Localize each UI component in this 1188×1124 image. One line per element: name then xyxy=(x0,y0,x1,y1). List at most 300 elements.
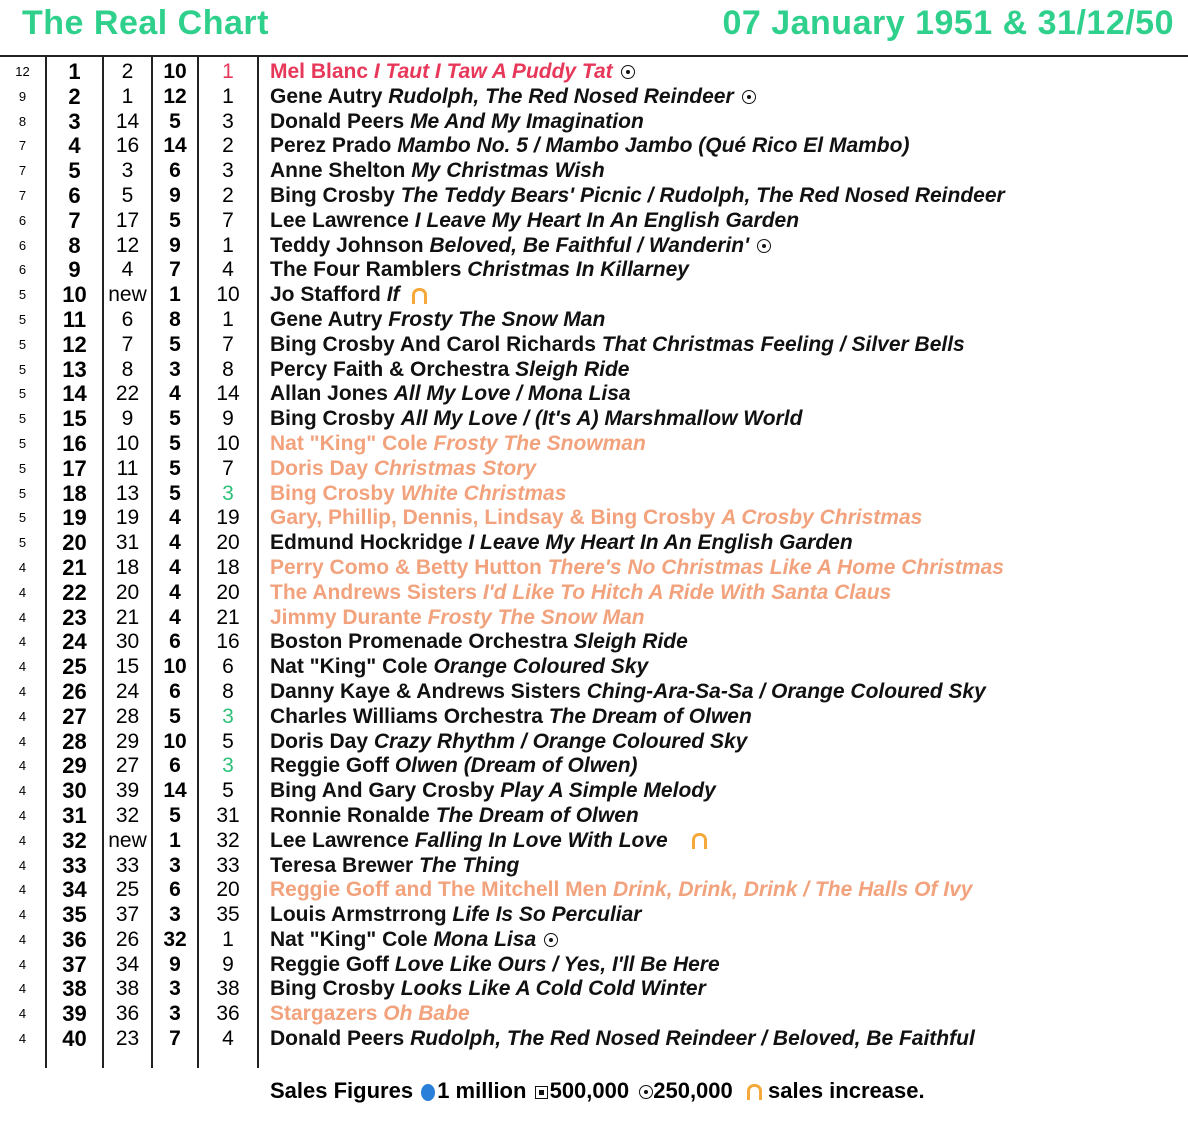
weeks: 6 xyxy=(169,754,181,778)
position: 39 xyxy=(62,1001,87,1027)
position: 6 xyxy=(68,182,81,208)
peak: 36 xyxy=(216,1002,240,1026)
song-title: All My Love / Mona Lisa xyxy=(393,382,631,406)
weeks: 9 xyxy=(169,952,181,976)
weeks: 4 xyxy=(169,605,181,629)
artist: Doris Day xyxy=(270,456,369,480)
artist: Bing Crosby xyxy=(270,407,395,431)
peak: 3 xyxy=(222,481,234,505)
song-entry xyxy=(270,184,1005,209)
last-week: 14 xyxy=(115,109,140,133)
last-week: 24 xyxy=(115,679,140,703)
artist: Bing Crosby And Carol Richards xyxy=(270,332,596,356)
position: 11 xyxy=(62,306,87,332)
weeks: 4 xyxy=(169,555,181,579)
weeks: 3 xyxy=(169,977,181,1001)
weeks: 3 xyxy=(169,903,181,927)
table-row xyxy=(0,159,1188,184)
weeks: 5 xyxy=(169,431,181,455)
table-row xyxy=(0,655,1188,680)
weeks: 1 xyxy=(169,283,181,307)
weeks-on-chart: 4 xyxy=(18,882,27,898)
last-week: 15 xyxy=(115,655,140,679)
table-row xyxy=(0,1027,1188,1052)
table-row xyxy=(0,457,1188,482)
position: 10 xyxy=(62,282,87,308)
peak: 4 xyxy=(222,1027,234,1051)
artist: The Andrews Sisters xyxy=(270,580,477,604)
artist: Danny Kaye & Andrews Sisters xyxy=(270,679,581,703)
table-row xyxy=(0,333,1188,358)
chart-date: 07 January 1951 & 31/12/50 xyxy=(722,4,1174,42)
peak: 1 xyxy=(222,60,234,83)
peak: 7 xyxy=(222,208,234,232)
song-entry xyxy=(270,630,688,655)
table-row xyxy=(0,680,1188,705)
weeks-on-chart: 5 xyxy=(18,411,27,427)
song-entry xyxy=(270,680,986,705)
table-row xyxy=(0,854,1188,879)
song-title: Christmas Story xyxy=(373,456,537,480)
weeks: 4 xyxy=(169,531,181,555)
song-title: My Christmas Wish xyxy=(411,159,605,183)
last-week: 21 xyxy=(115,605,140,629)
last-week: 17 xyxy=(115,208,140,232)
circle-dot-icon xyxy=(742,90,756,104)
weeks-on-chart: 5 xyxy=(18,510,27,526)
table-row xyxy=(0,977,1188,1002)
artist: Gene Autry xyxy=(270,307,383,331)
song-title: A Crosby Christmas xyxy=(721,506,923,530)
song-title: Rudolph, The Red Nosed Reindeer / Beloved, Be Faithful xyxy=(410,1027,975,1051)
table-row xyxy=(0,705,1188,730)
weeks-on-chart: 4 xyxy=(18,584,27,600)
song-entry xyxy=(270,581,891,606)
song-entry xyxy=(270,85,756,110)
last-week: 7 xyxy=(121,332,134,356)
chart-title: The Real Chart xyxy=(22,4,269,42)
position: 32 xyxy=(62,827,87,853)
song-title: The Teddy Bears' Picnic / Rudolph, The Red Nosed Reindeer xyxy=(400,183,1005,207)
weeks: 6 xyxy=(169,159,181,183)
song-title: Life Is So Perculiar xyxy=(452,903,642,927)
million-icon xyxy=(421,1084,435,1101)
weeks-on-chart: 4 xyxy=(18,931,27,947)
weeks-on-chart: 7 xyxy=(18,187,27,203)
song-title: Frosty The Snowman xyxy=(433,431,646,455)
last-week: new xyxy=(108,828,147,852)
peak: 2 xyxy=(222,134,234,158)
song-title: Frosty The Snow Man xyxy=(388,307,606,331)
weeks: 3 xyxy=(169,853,181,877)
peak: 33 xyxy=(216,853,240,877)
artist: Perry Como & Betty Hutton xyxy=(270,555,542,579)
peak: 8 xyxy=(222,679,234,703)
weeks-on-chart: 5 xyxy=(18,386,27,402)
weeks-on-chart: 4 xyxy=(18,832,27,848)
peak: 20 xyxy=(216,878,240,902)
circle-dot-icon xyxy=(639,1085,653,1099)
table-row xyxy=(0,85,1188,110)
artist: Anne Shelton xyxy=(270,159,406,183)
weeks: 6 xyxy=(169,630,181,654)
last-week: 26 xyxy=(115,927,140,951)
weeks-on-chart: 4 xyxy=(18,1031,27,1047)
song-entry xyxy=(270,754,638,779)
position: 34 xyxy=(62,877,87,903)
legend-half: 500,000 xyxy=(549,1078,630,1103)
last-week: 13 xyxy=(115,481,140,505)
song-entry xyxy=(270,779,716,804)
song-entry xyxy=(270,134,909,159)
weeks-on-chart: 5 xyxy=(18,336,27,352)
weeks: 9 xyxy=(169,233,181,257)
sales-increase-icon xyxy=(412,288,427,304)
artist: Charles Williams Orchestra xyxy=(270,704,543,728)
weeks: 4 xyxy=(169,506,181,530)
weeks-on-chart: 4 xyxy=(18,559,27,575)
song-entry xyxy=(270,606,645,631)
artist: Teddy Johnson xyxy=(270,233,424,257)
song-entry xyxy=(270,531,853,556)
song-entry xyxy=(270,407,802,432)
song-entry xyxy=(270,903,641,928)
song-title: All My Love / (It's A) Marshmallow World xyxy=(400,407,803,431)
last-week: 29 xyxy=(115,729,140,753)
peak: 1 xyxy=(222,233,234,257)
last-week: 10 xyxy=(115,431,140,455)
last-week: 25 xyxy=(115,878,140,902)
song-entry xyxy=(270,878,972,903)
last-week: 27 xyxy=(115,754,140,778)
weeks: 14 xyxy=(163,779,187,803)
sales-increase-icon xyxy=(692,833,707,849)
weeks-on-chart: 8 xyxy=(18,113,27,129)
artist: Bing Crosby xyxy=(270,183,395,207)
artist: Teresa Brewer xyxy=(270,853,414,877)
last-week: 1 xyxy=(121,84,134,108)
peak: 8 xyxy=(222,357,234,381)
peak: 9 xyxy=(222,407,234,431)
last-week: 12 xyxy=(115,233,140,257)
song-title: Sleigh Ride xyxy=(515,357,630,381)
position: 1 xyxy=(68,59,81,84)
table-row xyxy=(0,903,1188,928)
last-week: 3 xyxy=(121,159,134,183)
peak: 10 xyxy=(216,431,240,455)
song-title: Crazy Rhythm / Orange Coloured Sky xyxy=(373,729,748,753)
table-row xyxy=(0,754,1188,779)
song-title: Looks Like A Cold Cold Winter xyxy=(400,977,706,1001)
artist: Bing And Gary Crosby xyxy=(270,779,495,803)
weeks-on-chart: 6 xyxy=(18,237,27,253)
position: 16 xyxy=(62,430,87,456)
song-title: Drink, Drink, Drink / The Halls Of Ivy xyxy=(613,878,973,902)
song-entry xyxy=(270,1027,975,1052)
peak: 9 xyxy=(222,952,234,976)
weeks: 5 xyxy=(169,407,181,431)
table-row xyxy=(0,829,1188,854)
position: 2 xyxy=(68,83,81,109)
weeks: 14 xyxy=(163,134,187,158)
song-entry xyxy=(270,258,689,283)
table-row xyxy=(0,953,1188,978)
position: 8 xyxy=(68,232,81,258)
last-week: 2 xyxy=(121,60,134,83)
last-week: 28 xyxy=(115,704,140,728)
peak: 6 xyxy=(222,655,234,679)
song-entry xyxy=(270,705,752,730)
position: 18 xyxy=(62,480,87,506)
artist: Boston Promenade Orchestra xyxy=(270,630,568,654)
artist: Percy Faith & Orchestra xyxy=(270,357,510,381)
table-row xyxy=(0,308,1188,333)
weeks-on-chart: 4 xyxy=(18,609,27,625)
chart-table xyxy=(0,60,1188,1052)
sales-increase-icon xyxy=(747,1084,762,1100)
song-title: Falling In Love With Love xyxy=(414,828,668,852)
song-entry xyxy=(270,432,646,457)
weeks: 4 xyxy=(169,580,181,604)
position: 38 xyxy=(62,976,87,1002)
weeks-on-chart: 4 xyxy=(18,857,27,873)
song-entry xyxy=(270,829,707,854)
legend-increase: sales increase. xyxy=(768,1078,925,1103)
song-entry xyxy=(270,482,566,507)
song-entry xyxy=(270,928,558,953)
weeks: 6 xyxy=(169,679,181,703)
peak: 35 xyxy=(216,903,240,927)
last-week: 6 xyxy=(121,307,134,331)
song-entry xyxy=(270,308,605,333)
song-entry xyxy=(270,655,648,680)
position: 35 xyxy=(62,902,87,928)
song-entry xyxy=(270,333,965,358)
last-week: 33 xyxy=(115,853,140,877)
weeks: 12 xyxy=(163,84,187,108)
song-entry xyxy=(270,953,720,978)
peak: 5 xyxy=(222,779,234,803)
song-entry xyxy=(270,977,706,1002)
artist: Doris Day xyxy=(270,729,369,753)
song-entry xyxy=(270,209,799,234)
artist: Perez Prado xyxy=(270,134,392,158)
weeks: 5 xyxy=(169,208,181,232)
weeks-on-chart: 5 xyxy=(18,287,27,303)
table-row xyxy=(0,1002,1188,1027)
song-entry xyxy=(270,854,519,879)
table-row xyxy=(0,878,1188,903)
artist: Ronnie Ronalde xyxy=(270,803,430,827)
song-entry xyxy=(270,159,605,184)
peak: 10 xyxy=(216,283,240,307)
peak: 3 xyxy=(222,159,234,183)
peak: 16 xyxy=(216,630,240,654)
last-week: 32 xyxy=(115,803,140,827)
weeks-on-chart: 7 xyxy=(18,163,27,179)
song-title: Oh Babe xyxy=(383,1002,470,1026)
table-row xyxy=(0,60,1188,85)
legend-million: 1 million xyxy=(437,1078,527,1103)
song-title: I Leave My Heart In An English Garden xyxy=(414,208,800,232)
song-title: The Dream of Olwen xyxy=(548,704,752,728)
position: 7 xyxy=(68,207,81,233)
table-row xyxy=(0,730,1188,755)
table-row xyxy=(0,358,1188,383)
weeks-on-chart: 5 xyxy=(18,311,27,327)
table-row xyxy=(0,928,1188,953)
song-title: The Thing xyxy=(419,853,520,877)
last-week: 39 xyxy=(115,779,140,803)
last-week: 23 xyxy=(115,1027,140,1051)
weeks: 4 xyxy=(169,382,181,406)
weeks: 32 xyxy=(163,927,187,951)
song-title: Ching-Ara-Sa-Sa / Orange Coloured Sky xyxy=(586,679,986,703)
peak: 5 xyxy=(222,729,234,753)
peak: 20 xyxy=(216,580,240,604)
table-row xyxy=(0,779,1188,804)
weeks: 6 xyxy=(169,878,181,902)
song-entry xyxy=(270,60,635,85)
song-title: I'd Like To Hitch A Ride With Santa Claus xyxy=(482,580,892,604)
position: 17 xyxy=(62,455,87,481)
position: 9 xyxy=(68,257,81,283)
circle-dot-icon xyxy=(544,933,558,947)
weeks: 5 xyxy=(169,456,181,480)
position: 40 xyxy=(62,1026,87,1052)
song-title: Mambo No. 5 / Mambo Jambo (Qué Rico El Mambo) xyxy=(397,134,910,158)
weeks: 8 xyxy=(169,307,181,331)
table-row xyxy=(0,606,1188,631)
weeks: 9 xyxy=(169,183,181,207)
song-entry xyxy=(270,382,631,407)
last-week: 5 xyxy=(121,183,134,207)
weeks-on-chart: 4 xyxy=(18,659,27,675)
song-entry xyxy=(270,457,536,482)
weeks-on-chart: 4 xyxy=(18,708,27,724)
weeks-on-chart: 4 xyxy=(18,783,27,799)
weeks-on-chart: 4 xyxy=(18,758,27,774)
weeks: 7 xyxy=(169,1027,181,1051)
position: 31 xyxy=(62,802,87,828)
artist: Stargazers xyxy=(270,1002,378,1026)
weeks-on-chart: 4 xyxy=(18,1006,27,1022)
last-week: 31 xyxy=(115,531,140,555)
table-row xyxy=(0,184,1188,209)
song-title: There's No Christmas Like A Home Christmas xyxy=(547,555,1004,579)
divider xyxy=(0,55,1188,57)
weeks-on-chart: 4 xyxy=(18,634,27,650)
weeks-on-chart: 6 xyxy=(18,212,27,228)
last-week: 30 xyxy=(115,630,140,654)
weeks: 5 xyxy=(169,332,181,356)
table-row xyxy=(0,134,1188,159)
artist: Donald Peers xyxy=(270,1027,405,1051)
artist: Jimmy Durante xyxy=(270,605,422,629)
weeks: 5 xyxy=(169,481,181,505)
song-title: White Christmas xyxy=(400,481,567,505)
song-title: I Taut I Taw A Puddy Tat xyxy=(373,60,613,83)
artist: Edmund Hockridge xyxy=(270,531,463,555)
weeks-on-chart: 4 xyxy=(18,981,27,997)
table-row xyxy=(0,581,1188,606)
position: 29 xyxy=(62,753,87,779)
weeks-on-chart: 5 xyxy=(18,485,27,501)
position: 37 xyxy=(62,951,87,977)
weeks-on-chart: 6 xyxy=(18,262,27,278)
position: 15 xyxy=(62,406,87,432)
peak: 1 xyxy=(222,307,234,331)
weeks: 5 xyxy=(169,803,181,827)
artist: Mel Blanc xyxy=(270,60,369,83)
peak: 1 xyxy=(222,84,234,108)
weeks-on-chart: 5 xyxy=(18,535,27,551)
weeks: 3 xyxy=(169,1002,181,1026)
last-week: 8 xyxy=(121,357,134,381)
last-week: 22 xyxy=(115,382,140,406)
artist: Nat "King" Cole xyxy=(270,927,428,951)
song-title: Sleigh Ride xyxy=(573,630,688,654)
peak: 32 xyxy=(216,828,240,852)
weeks: 10 xyxy=(163,655,187,679)
circle-dot-icon xyxy=(621,65,635,79)
weeks: 1 xyxy=(169,828,181,852)
weeks-on-chart: 5 xyxy=(18,435,27,451)
song-entry xyxy=(270,804,639,829)
table-row xyxy=(0,283,1188,308)
song-title: Frosty The Snow Man xyxy=(427,605,645,629)
artist: Bing Crosby xyxy=(270,977,395,1001)
last-week: 18 xyxy=(115,555,140,579)
position: 25 xyxy=(62,654,87,680)
artist: Bing Crosby xyxy=(270,481,395,505)
artist: The Four Ramblers xyxy=(270,258,462,282)
weeks-on-chart: 5 xyxy=(18,460,27,476)
last-week: 34 xyxy=(115,952,140,976)
peak: 7 xyxy=(222,332,234,356)
song-entry xyxy=(270,110,644,135)
artist: Nat "King" Cole xyxy=(270,655,428,679)
table-row xyxy=(0,556,1188,581)
table-row xyxy=(0,482,1188,507)
song-title: Orange Coloured Sky xyxy=(433,655,649,679)
peak: 38 xyxy=(216,977,240,1001)
song-title: I Leave My Heart In An English Garden xyxy=(468,531,853,555)
song-title: Mona Lisa xyxy=(433,927,537,951)
song-title: Me And My Imagination xyxy=(410,109,644,133)
position: 14 xyxy=(62,381,87,407)
artist: Lee Lawrence xyxy=(270,208,409,232)
weeks-on-chart: 4 xyxy=(18,733,27,749)
artist: Gene Autry xyxy=(270,84,383,108)
last-week: 16 xyxy=(115,134,140,158)
peak: 4 xyxy=(222,258,234,282)
weeks-on-chart: 9 xyxy=(18,88,27,104)
artist: Louis Armstrrong xyxy=(270,903,447,927)
table-row xyxy=(0,110,1188,135)
artist: Lee Lawrence xyxy=(270,828,409,852)
peak: 31 xyxy=(216,803,240,827)
artist: Reggie Goff xyxy=(270,754,389,778)
weeks-on-chart: 12 xyxy=(15,64,30,79)
position: 36 xyxy=(62,926,87,952)
position: 5 xyxy=(68,158,81,184)
song-title: The Dream of Olwen xyxy=(435,803,639,827)
position: 33 xyxy=(62,852,87,878)
position: 21 xyxy=(62,554,87,580)
position: 23 xyxy=(62,604,87,630)
last-week: 20 xyxy=(115,580,140,604)
